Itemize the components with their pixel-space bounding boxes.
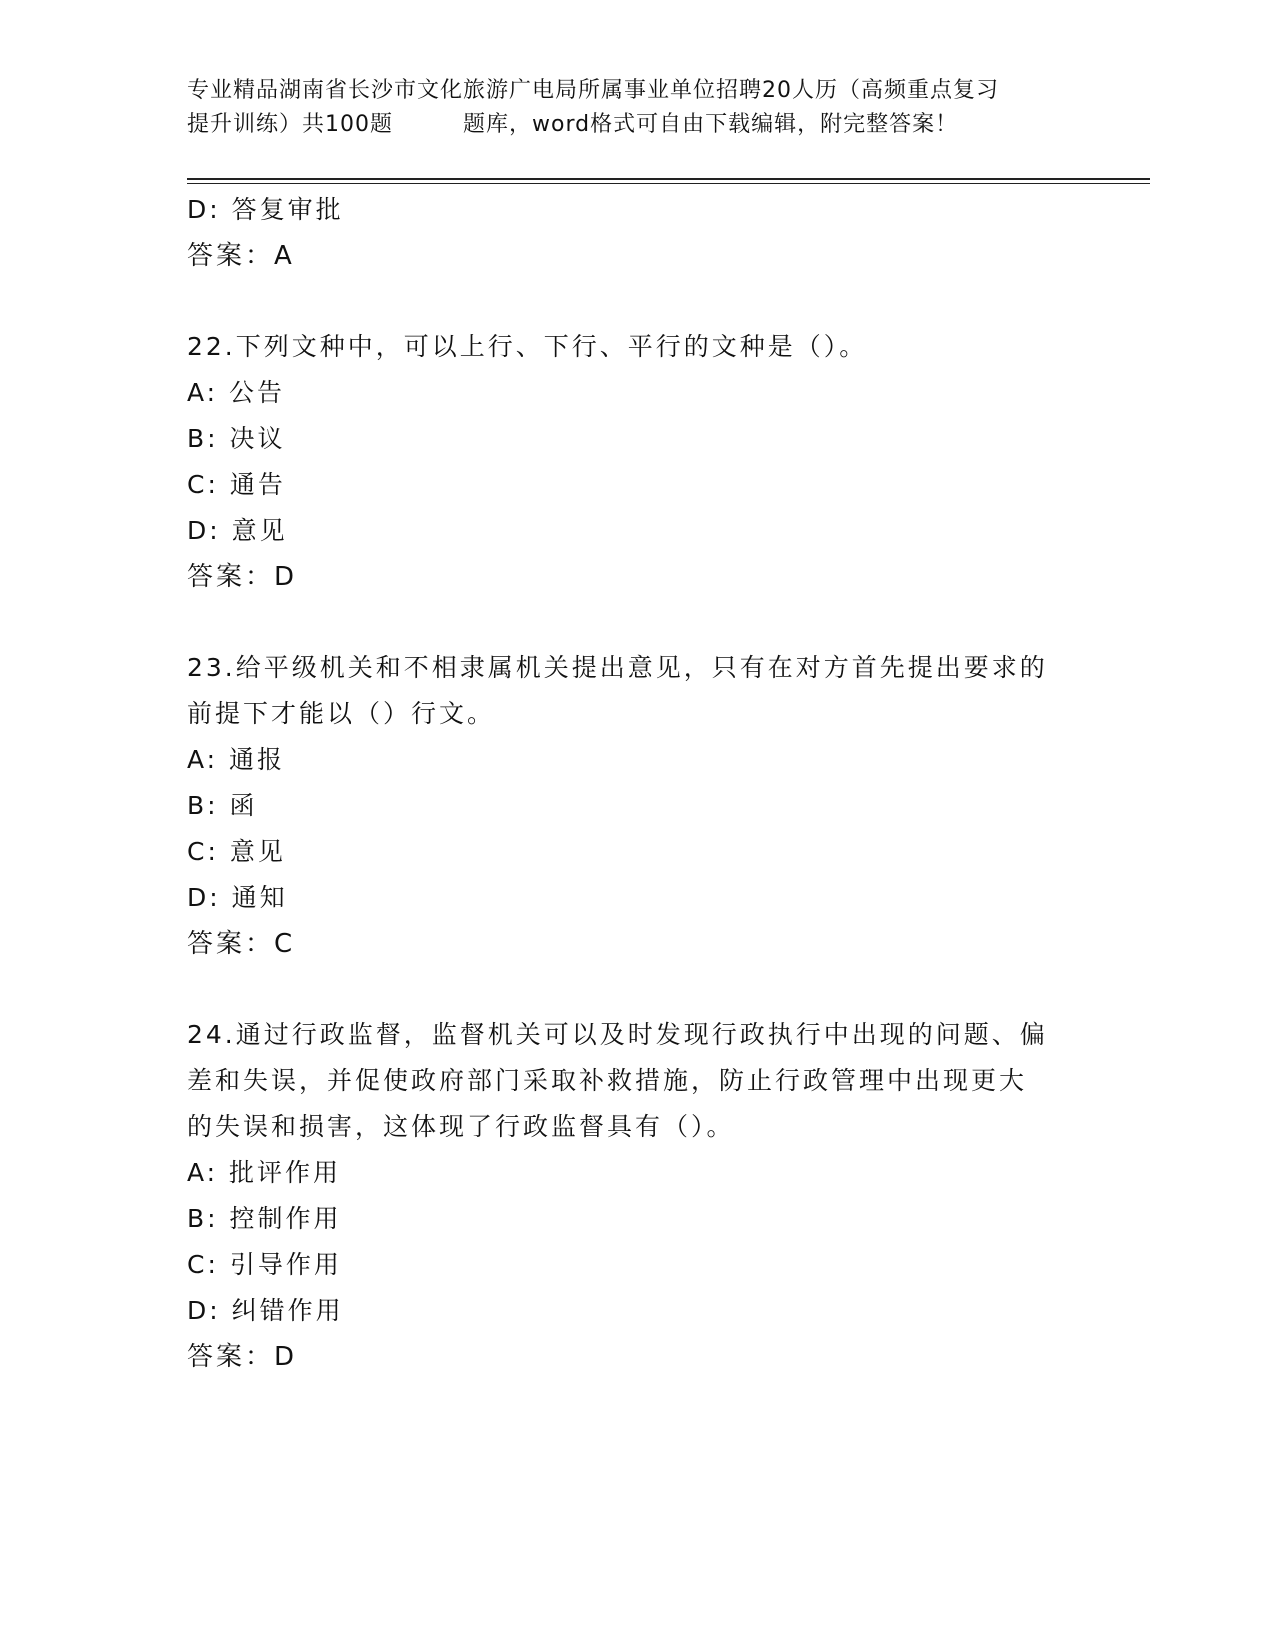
question-24	[187, 1012, 1087, 1380]
header-title-line-1: 专业精品湖南省长沙市文化旅游广电局所属事业单位招聘20人历（高频重点复习	[187, 78, 999, 103]
option-d: D: 通知	[187, 883, 288, 912]
header-title-line-2	[187, 108, 1087, 142]
answer-line: 答案：A	[187, 241, 295, 271]
answer-line: 答案：D	[187, 1342, 298, 1372]
question-list	[187, 187, 1087, 1380]
option-d: D: 答复审批	[187, 195, 344, 224]
header-title-line-2-part-1: 提升训练）共100题	[187, 112, 393, 137]
question-text-line-1: 23.给平级机关和不相隶属机关提出意见，只有在对方首先提出要求的	[187, 653, 1048, 682]
option-c: C: 通告	[187, 470, 286, 499]
document-header	[187, 74, 1087, 142]
question-23	[187, 645, 1087, 967]
option-b: B: 决议	[187, 424, 286, 453]
header-divider-thin	[187, 183, 1150, 184]
option-b: B: 函	[187, 791, 258, 820]
option-c: C: 引导作用	[187, 1250, 342, 1279]
answer-line: 答案：D	[187, 562, 298, 592]
option-b: B: 控制作用	[187, 1204, 342, 1233]
question-22	[187, 324, 1087, 600]
question-text-line-2: 前提下才能以（）行文。	[187, 699, 496, 728]
header-title-line-2-part-2: 题库，word格式可自由下载编辑，附完整答案！	[463, 112, 959, 137]
question-text-line-2: 差和失误，并促使政府部门采取补救措施，防止行政管理中出现更大	[187, 1066, 1028, 1095]
question-text: 22.下列文种中，可以上行、下行、平行的文种是（）。	[187, 332, 868, 361]
previous-question-tail	[187, 187, 1087, 279]
option-c: C: 意见	[187, 837, 286, 866]
option-a: A: 公告	[187, 378, 286, 407]
option-d: D: 意见	[187, 516, 288, 545]
option-a: A: 通报	[187, 745, 286, 774]
option-a: A: 批评作用	[187, 1158, 342, 1187]
header-divider-thick	[187, 178, 1150, 180]
question-text-line-1: 24.通过行政监督，监督机关可以及时发现行政执行中出现的问题、偏	[187, 1020, 1048, 1049]
answer-line: 答案：C	[187, 929, 296, 959]
option-d: D: 纠错作用	[187, 1296, 344, 1325]
question-text-line-3: 的失误和损害，这体现了行政监督具有（）。	[187, 1112, 735, 1141]
